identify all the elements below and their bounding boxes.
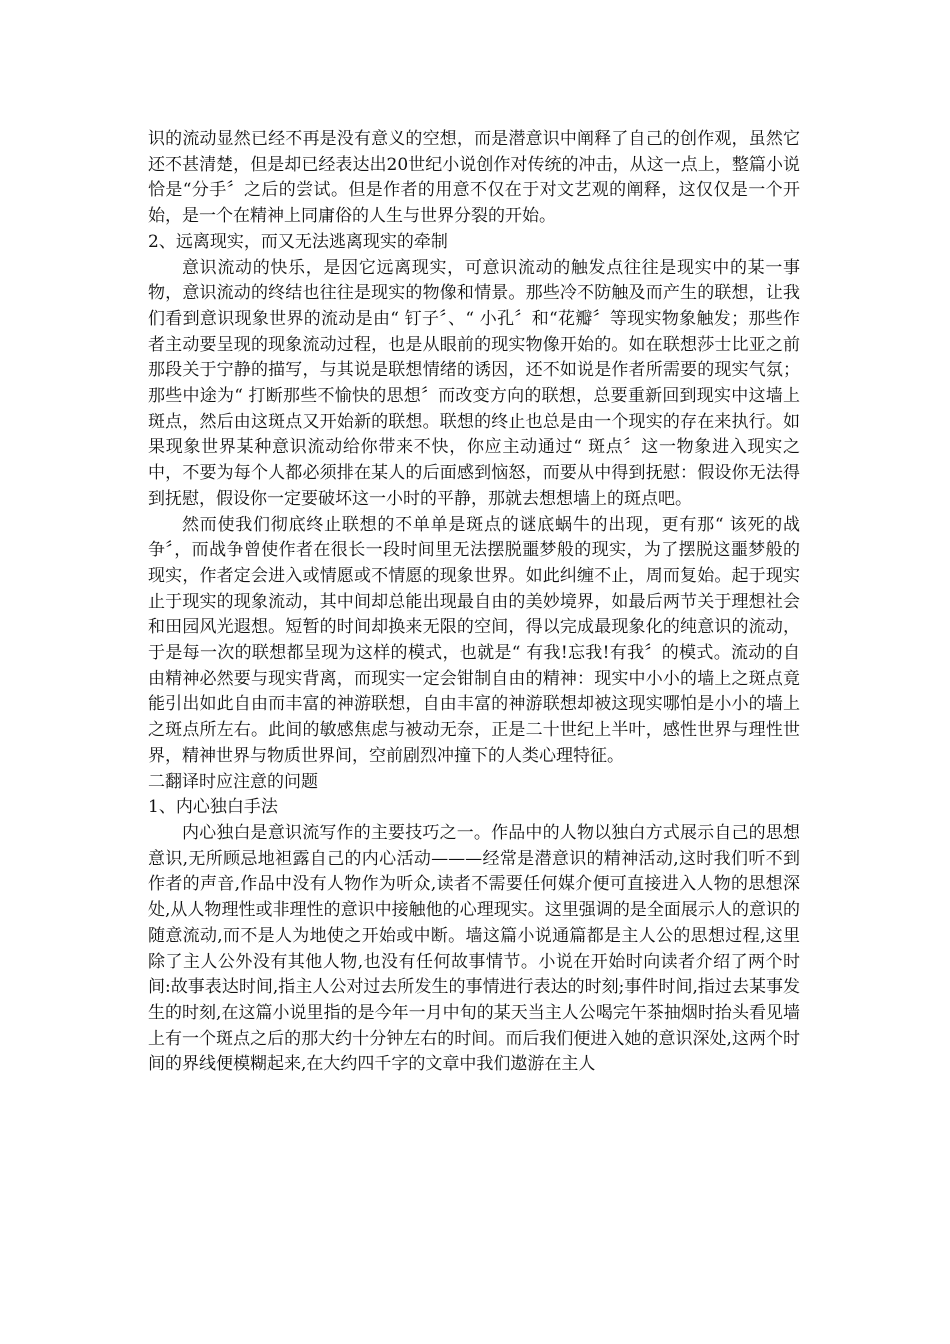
paragraph-continuation: 识的流动显然已经不再是没有意义的空想，而是潜意识中阐释了自己的创作观，虽然它还不甚清楚，但是却已经表达出20世纪小说创作对传统的冲击，从这一点上，整篇小说恰是“分手〞之后的尝试。但是作者的用意不仅在于对文艺观的阐释，这仅仅是一个开始，是一个在精神上同庸俗的人生与世界分裂的开始。 xyxy=(148,129,800,227)
document-body xyxy=(148,127,800,1078)
paragraph-monologue: 内心独白是意识流写作的主要技巧之一。作品中的人物以独白方式展示自己的思想意识,无所顾忌地袒露自己的内心活动———经常是潜意识的精神活动,这时我们听不到作者的声音,作品中没有人物作为听众,读者不需要任何媒介便可直接进入人物的思想深处,从人物理性或非理性的意识中接触他的心理现实。这里强调的是全面展示人的意识的随意流动,而不是人为地使之开始或中断。墙这篇小说通篇都是主人公的思想过程,这里除了主人公外没有其他人物,也没有任何故事情节。小说在开始时向读者介绍了两个时间:故事表达时间,指主人公对过去所发生的事情进行表达的时刻;事件时间,指过去某事发生的时刻,在这篇小说里指的是今年一月中旬的某天当主人公喝完午茶抽烟时抬头看见墙上有一个斑点之后的那大约十分钟左右的时间。而后我们便进入她的意识深处,这两个时间的界线便模糊起来,在大约四千字的文章中我们遨游在主人 xyxy=(148,822,800,1075)
section-heading-2: 2、远离现实，而又无法逃离现实的牵制 xyxy=(148,231,448,252)
section-heading-monologue: 1、内心独白手法 xyxy=(148,797,278,818)
chapter-heading-translation: 二翻译时应注意的问题 xyxy=(148,771,318,792)
paragraph-war: 然而使我们彻底终止联想的不单单是斑点的谜底蜗牛的出现，更有那“ 该死的战争〞，而战争曾使作者在很长一段时间里无法摆脱噩梦般的现实，为了摆脱这噩梦般的现实，作者定会进入或情愿或不情愿的现象世界。如此纠缠不止，周而复始。起于现实止于现实的现象流动，其中间却总能出现最自由的美妙境界，如最后两节关于理想社会和田园风光遐想。短暂的时间却换来无限的空间，得以完成最现象化的纯意识的流动，于是每一次的联想都呈现为这样的模式，也就是“ 有我!忘我!有我〞的模式。流动的自由精神必然要与现实背离，而现实一定会钳制自由的精神：现实中小小的墙上之斑点竟能引出如此自由而丰富的神游联想，自由丰富的神游联想却被这现实哪怕是小小的墙上之斑点所左右。此间的敏感焦虑与被动无奈，正是二十世纪上半叶，感性世界与理性世界，精神世界与物质世界间，空前剧烈冲撞下的人类心理特征。 xyxy=(148,514,800,766)
paragraph-reality: 意识流动的快乐，是因它远离现实，可意识流动的触发点往往是现实中的某一事物，意识流动的终结也往往是现实的物像和情景。那些冷不防触及而产生的联想，让我们看到意识现象世界的流动是由“ 钉子〞、“ 小孔〞和“花瓣〞等现实物象触发；那些作者主动要呈现的现象流动过程，也是从眼前的现实物像开始的。如在联想莎士比亚之前那段关于宁静的描写，与其说是联想情绪的诱因，还不如说是作者所需要的现实气氛；那些中途为“ 打断那些不愉快的思想〞而改变方向的联想，总要重新回到现实中这墙上斑点，然后由这斑点又开始新的联想。联想的终止也总是由一个现实的存在来执行。如果现象世界某种意识流动给你带来不快，你应主动通过“ 斑点〞这一物象进入现实之中，不要为每个人都必须排在某人的后面感到恼怒，而要从中得到抚慰：假设你无法得到抚慰，假设你一定要破坏这一小时的平静，那就去想想墙上的斑点吧。 xyxy=(148,257,800,509)
